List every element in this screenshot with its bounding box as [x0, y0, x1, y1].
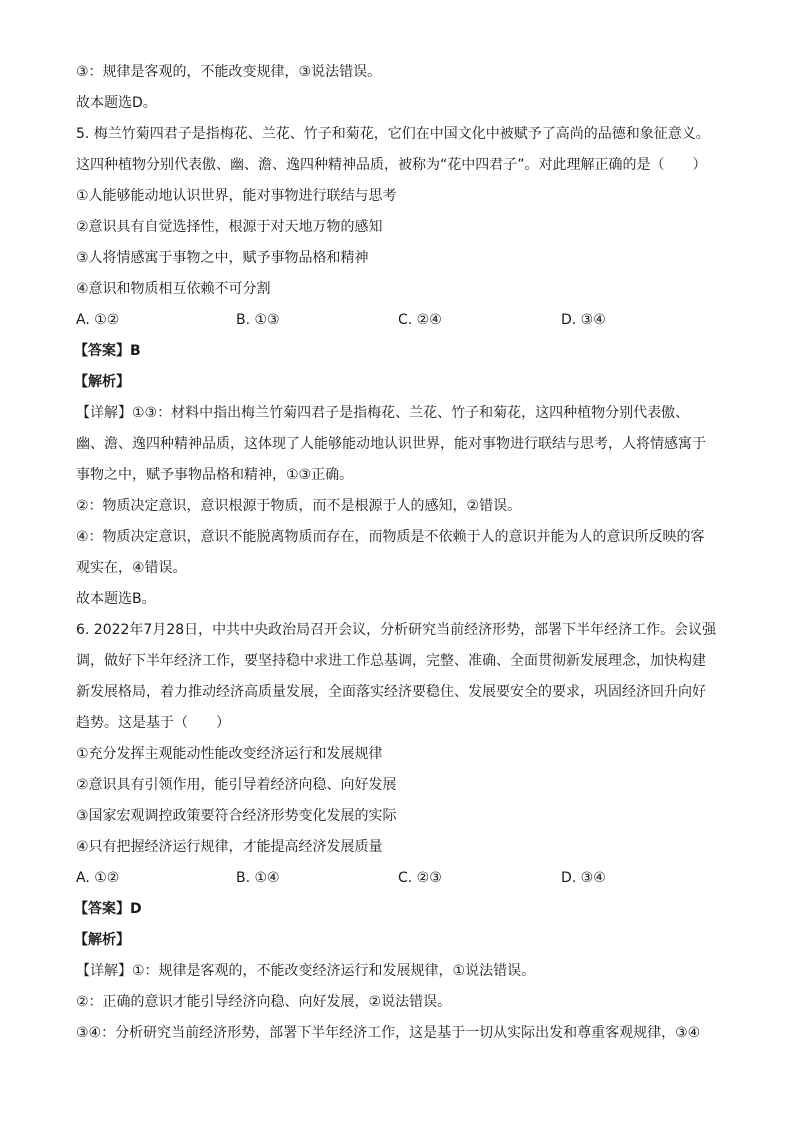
question-6-option-c: C. ②③ — [398, 870, 442, 886]
question-5-option-c: C. ②④ — [398, 312, 442, 328]
question-5-answer: 【答案】B — [74, 343, 141, 359]
question-5-statement: ③人将情感寓于事物之中，赋予事物品格和精神 — [76, 250, 369, 266]
question-5-option-a: A. ①② — [76, 312, 120, 328]
question-5-statement: ④意识和物质相互依赖不可分割 — [76, 281, 271, 297]
question-5-conclusion: 故本题选B。 — [76, 591, 156, 607]
question-6-statement: ①充分发挥主观能动性能改变经济运行和发展规律 — [76, 746, 383, 762]
question-6-option-d: D. ③④ — [561, 870, 606, 886]
question-5-explanation: 【详解】①③：材料中指出梅兰竹菊四君子是指梅花、兰花、竹子和菊花，这四种植物分别代表傲、 — [76, 405, 690, 421]
question-5-option-b: B. ①③ — [236, 312, 280, 328]
question-5-explanation: 观实在，④错误。 — [76, 560, 187, 576]
question-5-stem: 5. 梅兰竹菊四君子是指梅花、兰花、竹子和菊花，它们在中国文化中被赋予了高尚的品德和象征意义。 — [76, 126, 710, 142]
question-5-statement: ②意识具有自觉选择性，根源于对天地万物的感知 — [76, 219, 383, 235]
question-6-stem: 调，做好下半年经济工作，要坚持稳中求进工作总基调，完整、准确、全面贯彻新发展理念，加快构建 — [76, 653, 706, 669]
question-6-stem: 新发展格局，着力推动经济高质量发展，全面落实经济要稳住、发展要安全的要求，巩固经济回升向好 — [76, 684, 706, 700]
question-6-explanation: ②：正确的意识才能引导经济向稳、向好发展，②说法错误。 — [76, 994, 452, 1010]
question-6-explanation: ③④：分析研究当前经济形势，部署下半年经济工作，这是基于一切从实际出发和尊重客观规律，③④ — [76, 1025, 701, 1041]
question-6-answer: 【答案】D — [74, 901, 142, 917]
question-5-statement: ①人能够能动地认识世界，能对事物进行联结与思考 — [76, 188, 397, 204]
question-6-stem: 趋势。这是基于（ ） — [76, 715, 230, 731]
question-6-option-a: A. ①② — [76, 870, 120, 886]
question-5-stem: 这四种植物分别代表傲、幽、澹、逸四种精神品质，被称为“花中四君子”。对此理解正确的是（ ） — [76, 157, 707, 173]
question-6-statement: ③国家宏观调控政策要符合经济形势变化发展的实际 — [76, 808, 397, 824]
question-5-analysis-label: 【解析】 — [74, 374, 130, 390]
text-line: ③：规律是客观的，不能改变规律，③说法错误。 — [76, 64, 382, 80]
text-line: 故本题选D。 — [76, 95, 157, 111]
question-5-option-d: D. ③④ — [561, 312, 606, 328]
question-6-analysis-label: 【解析】 — [74, 932, 130, 948]
question-6-stem: 6. 2022年7月28日，中共中央政治局召开会议，分析研究当前经济形势，部署下半年经济工作。会议强 — [76, 622, 717, 638]
question-6-explanation: 【详解】①：规律是客观的，不能改变经济运行和发展规律，①说法错误。 — [76, 963, 536, 979]
question-5-explanation: 事物之中，赋予事物品格和精神，①③正确。 — [76, 467, 354, 483]
question-5-explanation: 幽、澹、逸四种精神品质，这体现了人能够能动地认识世界，能对事物进行联结与思考，人将情感寓于 — [76, 436, 706, 452]
question-6-option-b: B. ①④ — [236, 870, 280, 886]
question-6-statement: ④只有把握经济运行规律，才能提高经济发展质量 — [76, 839, 383, 855]
question-5-explanation: ④：物质决定意识，意识不能脱离物质而存在，而物质是不依赖于人的意识并能为人的意识所反映的客 — [76, 529, 705, 545]
question-6-statement: ②意识具有引领作用，能引导着经济向稳、向好发展 — [76, 777, 397, 793]
question-5-explanation: ②：物质决定意识，意识根源于物质，而不是根源于人的感知，②错误。 — [76, 498, 522, 514]
